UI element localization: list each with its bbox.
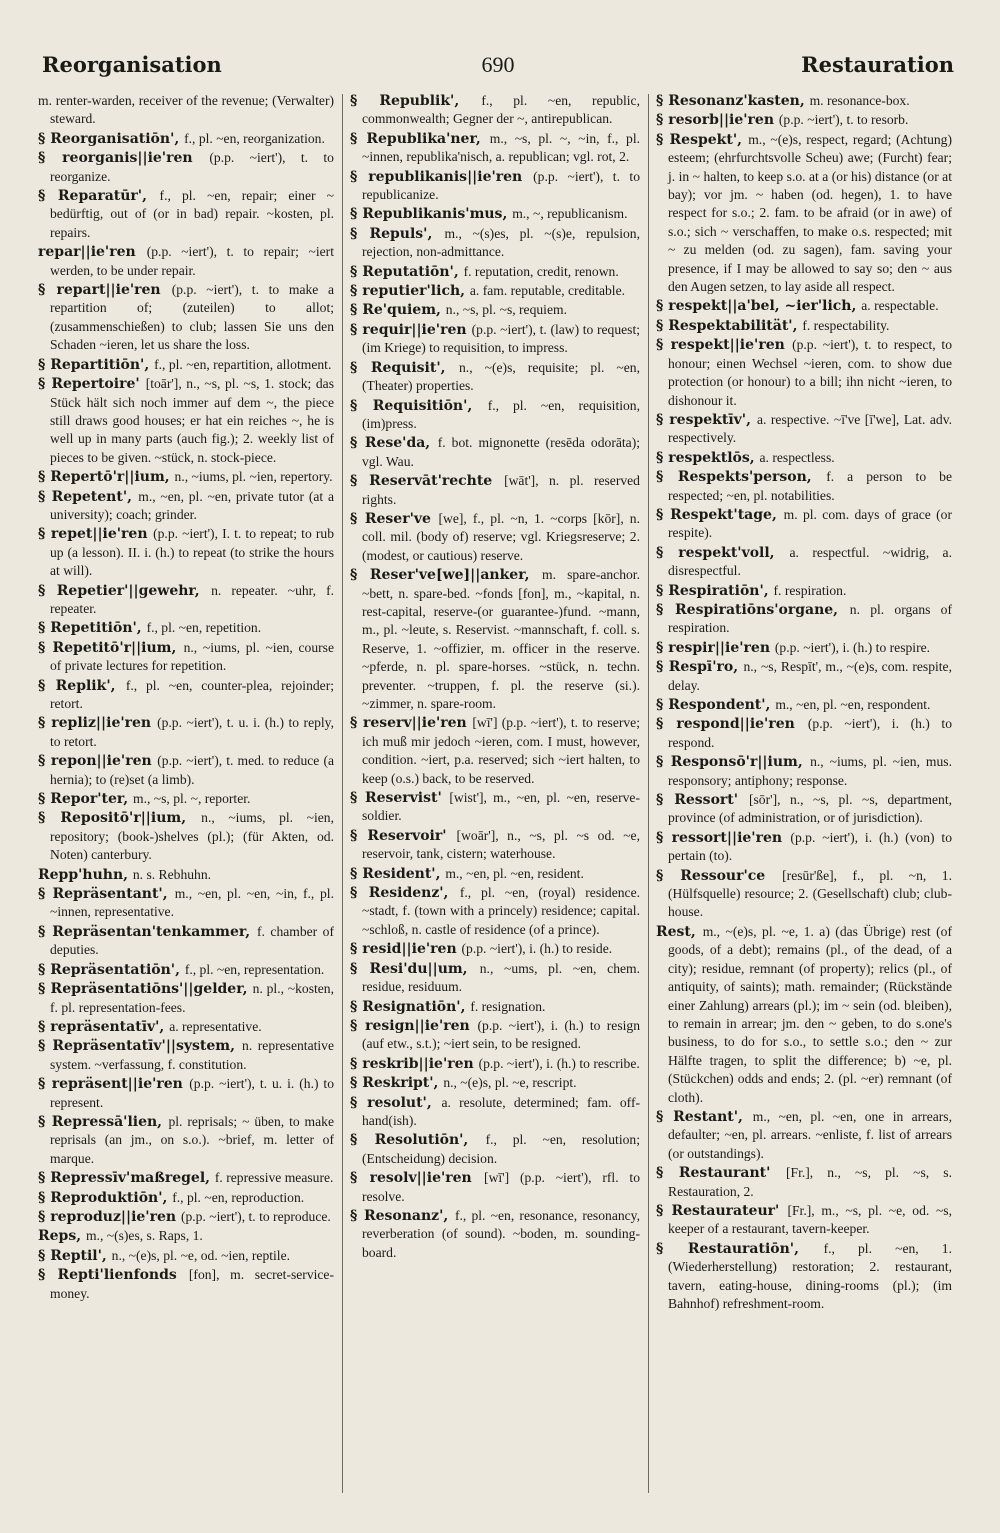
dictionary-entry <box>38 1247 334 1265</box>
entry-definition: f., pl. ~en, resonance, resonancy, reverberation (of sound). ~boden, m. sounding-board. <box>362 1207 640 1260</box>
dictionary-entry <box>38 809 334 864</box>
dictionary-entry <box>656 411 952 448</box>
dictionary-entry <box>38 1075 334 1112</box>
entry-headword: § Repti'lienfonds <box>38 1267 189 1284</box>
dictionary-entry <box>350 205 640 223</box>
entry-definition: n., ~(e)s, pl. ~e, rescript. <box>443 1075 577 1091</box>
entry-headword: § resign||ie'ren <box>350 1017 478 1034</box>
entry-definition: (p.p. ~iert'), t. u. i. (h.) to represent. <box>50 1076 334 1110</box>
dictionary-entry <box>656 658 952 695</box>
entry-definition: m., ~en, pl. ~en, one in arrears, defaulter; ~en, pl. arrears. ~enliste, f. list of arrears (or outstandings). <box>668 1108 952 1161</box>
entry-headword: § Reser've <box>350 510 439 527</box>
entry-definition: f. a person to be respected; ~en, pl. notabilities. <box>668 469 952 503</box>
page-number: 690 <box>481 52 515 77</box>
entry-definition: a. respectful. ~widrig, a. disrespectful. <box>668 544 952 579</box>
entry-headword: § Resident', <box>350 865 446 882</box>
entry-headword: § Repositō'r||ium, <box>38 810 202 827</box>
entry-headword: § repräsentatīv', <box>38 1018 170 1035</box>
entry-definition: [we], f., pl. ~n, 1. ~corps [kōr], n. coll. mil. (body of) reserve; vgl. Kriegsreserve; 2. (modest, or cautious) reserve. <box>362 510 640 563</box>
dictionary-entry <box>38 243 334 280</box>
dictionary-entry <box>656 582 952 600</box>
entry-headword: Rest, <box>656 923 703 940</box>
dictionary-entry <box>38 980 334 1017</box>
entry-definition: n. repeater. ~uhr, f. repeater. <box>50 582 334 616</box>
dictionary-entry <box>350 1131 640 1168</box>
dictionary-entry <box>656 1202 952 1239</box>
entry-definition: f., pl. ~en, counter-plea, rejoinder; retort. <box>50 677 334 711</box>
dictionary-entry <box>38 1208 334 1226</box>
entry-headword: § Reparatūr', <box>38 188 160 205</box>
entry-definition: (p.p. ~iert'), t. to resorb. <box>778 112 909 128</box>
entry-headword: § Ressour'ce <box>656 867 783 884</box>
dictionary-entry <box>656 1164 952 1201</box>
dictionary-entry <box>38 1189 334 1207</box>
entry-headword: § Respiratiōn', <box>656 582 774 599</box>
dictionary-entry <box>350 1017 640 1054</box>
entry-definition: m., ~(e)s, respect, regard; (Achtung) esteem; (ehrfurchtsvolle Scheu) awe; (Furcht) fear; j. in ~ halten, to keep s.o. at a (or his) distance (or at bay); vor jm. ~ haben (od. hegen), 1. to have respect for s.o.; 2. fam. to be afraid (or in awe) of s.o.; sich ~ verschaffen, to make o.s. respected; mit ~ zu melden (od. zu sagen), fam. saving your presence, if I may be allowed to say so; den ~ aus den Augen setzen, to lay aside all respect. <box>668 131 952 295</box>
entry-definition: (p.p. ~iert'), i. (h.) (von) to pertain (to). <box>668 829 952 864</box>
entry-headword: § Restaurant' <box>656 1165 786 1182</box>
entry-definition: [wāt'], n. pl. reserved rights. <box>362 473 640 507</box>
dictionary-entry <box>38 639 334 676</box>
entry-headword: § resorb||ie'ren <box>656 112 779 129</box>
dictionary-entry <box>656 639 952 657</box>
entry-headword: § Resonanz'kasten, <box>656 93 810 109</box>
dictionary-entry <box>656 297 952 315</box>
dictionary-entry <box>350 827 640 864</box>
entry-headword: § repräsent||ie'ren <box>38 1076 190 1093</box>
entry-definition: [sōr'], n., ~s, pl. ~s, department, province (of administration, or of jurisdiction). <box>668 792 952 826</box>
entry-headword: § Replik', <box>38 677 126 694</box>
entry-headword: § reserv||ie'ren <box>350 715 473 732</box>
entry-headword: § Respekt', <box>656 131 749 148</box>
dictionary-entry <box>656 506 952 543</box>
entry-headword: § respond||ie'ren <box>656 716 808 733</box>
entry-definition: [toār'], n., ~s, pl. ~s, 1. stock; das Stück hält sich noch immer auf dem ~, the piece still draws good houses; er hat ein reiches ~, he is well up in many parts (auch fig.); 2. weekly list of pieces to be given. ~stück, n. stock-piece. <box>50 376 334 465</box>
entry-definition: n., ~iums, pl. ~ien, repository; (book-)shelves (pl.); (für Akten, od. Noten) canterbury. <box>50 810 334 863</box>
dictionary-entry <box>38 488 334 525</box>
dictionary-entry <box>38 923 334 960</box>
entry-definition: (p.p. ~iert'), t. u. i. (h.) to reply, to retort. <box>50 715 334 749</box>
entry-definition: a. respective. ~ī've [ī'we], Lat. adv. respectively. <box>668 411 952 446</box>
entry-headword: § Reser've[we]||anker, <box>350 567 543 584</box>
entry-headword: § Resonanz', <box>350 1207 455 1224</box>
entry-definition: f., pl. ~en, repair; einer ~ bedürftig, out of (or in bad) repair. ~kosten, pl. repairs. <box>50 188 334 240</box>
entry-headword: repar||ie'ren <box>38 244 147 261</box>
dictionary-entry <box>38 714 334 751</box>
entry-headword: § requir||ie'ren <box>350 321 472 338</box>
entry-headword: § Requisit', <box>350 359 459 376</box>
entry-headword: § Reservoir' <box>350 827 457 844</box>
entry-headword: § Reproduktiōn', <box>38 1189 173 1206</box>
entry-definition: f. respiration. <box>773 582 847 598</box>
entry-headword: § Repetent', <box>38 488 139 505</box>
entry-definition: [wī'] (p.p. ~iert'), rfl. to resolve. <box>362 1170 640 1204</box>
entry-definition: f. resignation. <box>470 998 546 1014</box>
dictionary-entry <box>350 301 640 319</box>
entry-definition: f., pl. ~en, repetition. <box>146 620 262 636</box>
dictionary-entry <box>656 131 952 297</box>
entry-definition: f. bot. mignonette (resēda odorāta); vgl. Wau. <box>362 435 640 469</box>
dictionary-entry <box>350 130 640 167</box>
entry-definition: [wī'] (p.p. ~iert'), t. to reserve; ich muß mir jedoch ~ieren, com. I must, however, condition. ~iert, p.a. reserved; sich ~iert halten, to keep (o.s.) back, to be reserved. <box>362 715 640 786</box>
dictionary-entry <box>656 317 952 335</box>
dictionary-entry <box>656 867 952 922</box>
entry-headword: § Respī'ro, <box>656 659 744 676</box>
entry-definition: f., pl. ~en, (royal) residence. ~stadt, f. (town with a princely) residence; capital. ~schloß, n. castle of residence (of a prince). <box>362 885 640 937</box>
entry-definition: m., ~s, pl. ~, ~in, f., pl. ~innen, republika'nisch, a. republican; vgl. rot, 2. <box>362 130 640 165</box>
column-divider <box>648 94 649 1493</box>
entry-headword: Repp'huhn, <box>38 866 133 883</box>
entry-headword: § reorganis||ie'ren <box>38 150 210 167</box>
entry-definition: [woār'], n., ~s, pl. ~s od. ~e, reservoir, tank, cistern; waterhouse. <box>362 827 640 862</box>
dictionary-entry <box>350 321 640 358</box>
dictionary-entry <box>350 263 640 281</box>
entry-headword: § ressort||ie'ren <box>656 829 791 846</box>
entry-definition: f., pl. ~en, repartition, allotment. <box>154 356 332 372</box>
dictionary-entry <box>38 677 334 714</box>
entry-headword: § Repetier'||gewehr, <box>38 582 212 599</box>
entry-headword: § Reservāt'rechte <box>350 473 505 490</box>
entry-headword: § Respekt'tage, <box>656 506 784 523</box>
entry-definition: m., ~(s)es, s. Raps, 1. <box>85 1228 203 1244</box>
entry-definition: f., pl. ~en, representation. <box>184 961 325 977</box>
dictionary-entry <box>350 1074 640 1092</box>
page-header <box>42 44 954 84</box>
entry-headword: Reps, <box>38 1228 86 1245</box>
entry-headword: § repart||ie'ren <box>38 282 172 299</box>
entry-definition: n. pl., ~kosten, f. pl. representation-fees. <box>50 981 334 1015</box>
dictionary-entry <box>38 375 334 467</box>
entry-headword: § Restaurateur' <box>656 1202 788 1219</box>
dictionary-entry <box>350 397 640 434</box>
entry-headword: § resid||ie'ren <box>350 941 462 958</box>
entry-headword: § Repräsentatiōn', <box>38 961 185 978</box>
entry-headword: § Repräsentant', <box>38 886 175 903</box>
dictionary-entry <box>656 715 952 752</box>
dictionary-entry <box>350 92 640 129</box>
entry-definition: m., ~en, pl. ~en, private tutor (at a university); coach; grinder. <box>50 488 334 522</box>
entry-definition: a. representative. <box>169 1018 262 1034</box>
dictionary-entry <box>38 281 334 355</box>
entry-headword: § Reorganisatiōn', <box>38 130 185 147</box>
header-right-catchword: Restauration <box>801 52 954 77</box>
dictionary-entry <box>350 1207 640 1262</box>
entry-headword: § resolut', <box>350 1094 442 1111</box>
entry-headword: § Repetitiōn', <box>38 620 147 637</box>
dictionary-entry <box>38 790 334 808</box>
dictionary-entry <box>38 468 334 486</box>
entry-headword: § Repuls', <box>350 225 445 242</box>
dictionary-entry <box>38 149 334 186</box>
entry-headword: § Reskript', <box>350 1075 444 1092</box>
entry-definition: (p.p. ~iert'), i. (h.) to respire. <box>774 639 931 655</box>
entry-headword: § Repetitō'r||ium, <box>38 639 184 656</box>
dictionary-entry <box>656 544 952 581</box>
dictionary-entry <box>38 961 334 979</box>
entry-headword: § Repräsentatiōns'||gelder, <box>38 981 253 998</box>
entry-headword: § resolv||ie'ren <box>350 1170 485 1187</box>
entry-headword: § Resignatiōn', <box>350 998 471 1015</box>
entry-headword: § Respiratiōns'organe, <box>656 601 850 618</box>
entry-definition: (p.p. ~iert'), I. t. to repeat; to rub up (a lesson). II. i. (h.) to repeat (to strike the hours at will). <box>50 526 334 579</box>
entry-headword: § Repräsentan'tenkammer, <box>38 923 258 940</box>
entry-headword: § Respondent', <box>656 697 776 713</box>
entry-definition: n., ~iums, pl. ~ien, course of private lectures for repetition. <box>50 639 334 674</box>
dictionary-entry <box>350 168 640 205</box>
entry-headword: § Republikanis'mus, <box>350 206 513 223</box>
dictionary-entry <box>656 449 952 467</box>
dictionary-entry <box>38 885 334 922</box>
entry-headword: § respekt'voll, <box>656 544 790 561</box>
entry-headword: § Reputatiōn', <box>350 263 464 280</box>
entry-definition: f., pl. ~en, 1. (Wiederherstellung) restoration; 2. restaurant, tavern, eating-house, dining-rooms (pl.); (im Bahnhof) refreshment-room. <box>668 1240 952 1311</box>
entry-headword: § reputier'lich, <box>350 283 470 300</box>
entry-definition: m. spare-anchor. ~bett, n. spare-bed. ~fonds [fon], m., ~kapital, n. rest-capital, reserve-(or guarantee-)fund. ~mann, m., pl. ~leute, s. Reservist. ~mannschaft, f. coll. s. Reserve, 1. ~offizier, m. officer in the reserve. ~pferde, n. pl. spare-horses. ~stück, n. techn. preventer. ~truppen, f. pl. the reserve (si.). ~zimmer, n. spare-room. <box>362 567 640 711</box>
entry-headword: § Resi'du||um, <box>350 960 480 977</box>
entry-definition: m. resonance-box. <box>809 93 910 108</box>
entry-definition: n. representative system. ~verfassung, f. constitution. <box>50 1038 334 1072</box>
entry-headword: § Rese'da, <box>350 435 438 452</box>
entry-definition: f. chamber of deputies. <box>50 923 334 958</box>
dictionary-entry <box>38 130 334 148</box>
entry-definition: n. pl. organs of respiration. <box>668 601 952 636</box>
entry-definition: a. respectable. <box>861 298 939 314</box>
entry-headword: § Reptil', <box>38 1247 112 1264</box>
entry-definition: m., ~en, pl. ~en, ~in, f., pl. ~innen, representative. <box>50 886 334 920</box>
dictionary-entry <box>38 356 334 374</box>
entry-headword: § Re'quiem, <box>350 302 446 319</box>
entry-headword: § Repressīv'maßregel, <box>38 1170 215 1187</box>
entry-definition: n., ~(e)s, pl. ~e, od. ~ien, reptile. <box>111 1247 291 1263</box>
entry-headword: § Republika'ner, <box>350 130 490 147</box>
entry-definition: m., ~en, pl. ~en, resident. <box>445 865 584 881</box>
dictionary-entry <box>38 525 334 580</box>
entry-headword: § Repräsentatīv'||system, <box>38 1038 243 1055</box>
entry-headword: § respekt||ie'ren <box>656 337 793 354</box>
dictionary-entry <box>656 791 952 828</box>
dictionary-entry <box>350 998 640 1016</box>
entry-headword: § respir||ie'ren <box>656 639 775 656</box>
dictionary-entry <box>350 566 640 713</box>
entry-definition: f., pl. ~en, reproduction. <box>172 1189 305 1205</box>
dictionary-entry <box>656 1240 952 1314</box>
dictionary-entry <box>38 752 334 789</box>
dictionary-entry <box>350 359 640 396</box>
entry-definition: m., ~, republicanism. <box>512 206 628 222</box>
dictionary-entry <box>38 1227 334 1245</box>
dictionary-entry <box>38 619 334 637</box>
entry-headword: § Repertō'r||ium, <box>38 469 175 486</box>
dictionary-entry <box>350 884 640 939</box>
column-2 <box>350 92 640 1497</box>
entry-headword: § Repor'ter, <box>38 791 134 808</box>
entry-headword: § Repartitiōn', <box>38 356 155 373</box>
entry-definition: (p.p. ~iert'), i. (h.) to reside. <box>461 941 613 957</box>
entry-definition: m. pl. com. days of grace (or respite). <box>668 506 952 541</box>
entry-definition: n., ~(e)s, requisite; pl. ~en, (Theater) properties. <box>362 359 640 394</box>
entry-definition: (p.p. ~iert'), i. (h.) to resign (auf etw., s.t.); ~iert sein, to be resigned. <box>362 1017 640 1052</box>
dictionary-entry <box>350 714 640 788</box>
entry-definition: n., ~s, Respīt', m., ~(e)s, com. respite, delay. <box>668 659 952 693</box>
dictionary-entry <box>350 472 640 509</box>
dictionary-entry <box>350 865 640 883</box>
dictionary-entry <box>656 111 952 129</box>
entry-definition: (p.p. ~iert'), i. (h.) to respond. <box>668 716 952 750</box>
dictionary-entry <box>38 1037 334 1074</box>
entry-headword: § republikanis||ie'ren <box>350 168 534 185</box>
entry-headword: § Residenz', <box>350 885 460 902</box>
dictionary-entry <box>350 282 640 300</box>
entry-definition: a. fam. reputable, creditable. <box>469 283 626 299</box>
dictionary-entry <box>656 753 952 790</box>
entry-definition: m., ~en, pl. ~en, respondent. <box>775 697 931 712</box>
dictionary-entry <box>38 1018 334 1036</box>
entry-headword: § Ressort' <box>656 792 749 809</box>
dictionary-entry <box>350 434 640 471</box>
entry-definition: a. resolute, determined; fam. off-hand(ish). <box>362 1094 640 1128</box>
entry-definition: n. s. Rebhuhn. <box>132 866 212 882</box>
column-3 <box>656 92 952 1497</box>
dictionary-entry <box>350 789 640 826</box>
dictionary-entry <box>656 468 952 505</box>
entry-definition: f., pl. ~en, resolution; (Entscheidung) decision. <box>362 1132 640 1166</box>
dictionary-entry <box>350 510 640 565</box>
entry-definition: f. respectability. <box>802 317 890 333</box>
entry-definition: [wist'], m., ~en, pl. ~en, reserve-soldier. <box>362 790 640 824</box>
entry-definition: (p.p. ~iert'), t. to reorganize. <box>50 150 334 184</box>
entry-definition: [fon], m. secret-service-money. <box>50 1267 334 1301</box>
entry-definition: (p.p. ~iert'), t. to republicanize. <box>362 168 640 203</box>
column-divider <box>342 94 343 1493</box>
entry-definition: [Fr.], n., ~s, pl. ~s, s. Restauration, 2. <box>668 1165 952 1199</box>
entry-definition: (p.p. ~iert'), t. to make a repartition of; (zuteilen) to allot; (zusammenschießen) to club; lassen Sie uns den Schaden ~ieren, let us share the loss. <box>50 282 334 353</box>
dictionary-entry <box>38 1113 334 1168</box>
entry-definition: (p.p. ~iert'), t. med. to reduce (a hernia); to (re)set (a limb). <box>50 753 334 787</box>
entry-definition: f., pl. ~en, republic, commonwealth; Gegner der ~, antirepublican. <box>362 93 640 127</box>
entry-headword: § respektīv', <box>656 411 757 428</box>
entry-headword: § Repressā'lien, <box>38 1113 169 1130</box>
dictionary-entry <box>656 829 952 866</box>
dictionary-entry <box>38 187 334 242</box>
entry-definition: n., ~iums, pl. ~ien, mus. responsory; antiphony; response. <box>668 754 952 788</box>
entry-definition: m., ~(s)es, pl. ~(s)e, repulsion, rejection, non-admittance. <box>362 225 640 260</box>
entry-definition: n., ~s, pl. ~s, requiem. <box>445 302 567 318</box>
entry-headword: § Respekts'person, <box>656 469 827 486</box>
entry-headword: § Reservist' <box>350 790 450 807</box>
dictionary-entry <box>350 940 640 958</box>
entry-headword: § reskrib||ie'ren <box>350 1055 479 1072</box>
dictionary-entry <box>656 696 952 714</box>
entry-headword: § Repertoire' <box>38 376 146 393</box>
dictionary-entry <box>656 92 952 110</box>
dictionary-entry <box>656 601 952 638</box>
entry-definition: m., ~(e)s, pl. ~e, 1. a) (das Übrige) rest (of goods, of a debt); remains (pl., of the dead, of a city); residue, remnant (of property); relics (pl., of antiquity, of saints); math. remainder; (Rückstände einer Zahlung) arrears (pl.); im ~ sein (od. bleiben), to remain in arrear; jm. den ~ geben, to do s.one's business, to do for s.o., to settle s.o.; den ~ zur Hälfte tragen, to split the difference; b) ~e, pl. (Stückchen) odds and ends; 2. (pl. ~er) remnant (of cloth). <box>668 923 952 1105</box>
dictionary-entry <box>38 866 334 884</box>
entry-headword: § Responsō'r||ium, <box>656 754 811 771</box>
entry-headword: § Requisitiōn', <box>350 397 488 414</box>
entry-headword: § Restant', <box>656 1108 753 1125</box>
entry-definition: m., ~s, pl. ~, reporter. <box>133 791 251 807</box>
entry-headword: § repon||ie'ren <box>38 753 158 770</box>
dictionary-entry <box>38 92 334 129</box>
entry-headword: § repet||ie'ren <box>38 526 154 543</box>
entry-headword: § repliz||ie'ren <box>38 715 158 732</box>
entry-definition: n., ~ums, pl. ~en, chem. residue, residuum. <box>362 960 640 995</box>
entry-headword: § Resolutiōn', <box>350 1132 486 1149</box>
dictionary-entry <box>38 582 334 619</box>
dictionary-entry <box>350 1094 640 1131</box>
dictionary-entry <box>656 923 952 1107</box>
entry-definition: pl. reprisals; ~ üben, to make reprisals (an jm., on s.o.). ~brief, m. letter of marque. <box>50 1113 334 1166</box>
entry-headword: § Republik', <box>350 93 482 109</box>
entry-definition: f., pl. ~en, requisition, (im)press. <box>362 397 640 431</box>
dictionary-entry <box>38 1169 334 1187</box>
entry-definition: (p.p. ~iert'), t. to respect, to honour; einen Wechsel ~ieren, com. to show due protection (or honour) to a bill; ihn nicht ~ieren, to dishonour it. <box>668 337 952 408</box>
dictionary-entry <box>656 336 952 410</box>
entry-headword: § respekt||a'bel, ~ier'lich, <box>656 298 862 315</box>
column-1 <box>38 92 334 1497</box>
entry-definition: f., pl. ~en, reorganization. <box>184 130 325 146</box>
entry-definition: a. respectless. <box>759 449 835 465</box>
header-left-catchword: Reorganisation <box>42 52 222 77</box>
dictionary-entry <box>350 1055 640 1073</box>
entry-headword: § respektlōs, <box>656 449 760 466</box>
dictionary-entry <box>656 1108 952 1163</box>
entry-definition: n., ~iums, pl. ~ien, repertory. <box>174 469 333 485</box>
entry-definition: m. renter-warden, receiver of the revenue; (Verwalter) steward. <box>38 93 334 127</box>
entry-definition: [Fr.], m., ~s, pl. ~e, od. ~s, keeper of a restaurant, tavern-keeper. <box>668 1202 952 1237</box>
entry-definition: (p.p. ~iert'), t. to repair; ~iert werden, to be under repair. <box>50 244 334 278</box>
entry-definition: (p.p. ~iert'), i. (h.) to rescribe. <box>478 1055 640 1071</box>
dictionary-entry <box>38 1266 334 1303</box>
entry-definition: [resūr'ße], f., pl. ~n, 1. (Hülfsquelle) resource; 2. (Gesellschaft) club; club-house. <box>668 867 952 920</box>
entry-definition: f. repressive measure. <box>214 1170 334 1186</box>
entry-headword: § reproduz||ie'ren <box>38 1208 181 1225</box>
entry-headword: § Restauratiōn', <box>656 1240 824 1257</box>
dictionary-entry <box>350 960 640 997</box>
entry-definition: (p.p. ~iert'), t. to reproduce. <box>180 1208 331 1224</box>
entry-headword: § Respektabilität', <box>656 317 803 334</box>
entry-definition: f. reputation, credit, renown. <box>463 263 619 279</box>
dictionary-entry <box>350 1169 640 1206</box>
entry-definition: (p.p. ~iert'), t. (law) to request; (im Kriege) to requisition, to impress. <box>362 321 640 356</box>
dictionary-entry <box>350 225 640 262</box>
